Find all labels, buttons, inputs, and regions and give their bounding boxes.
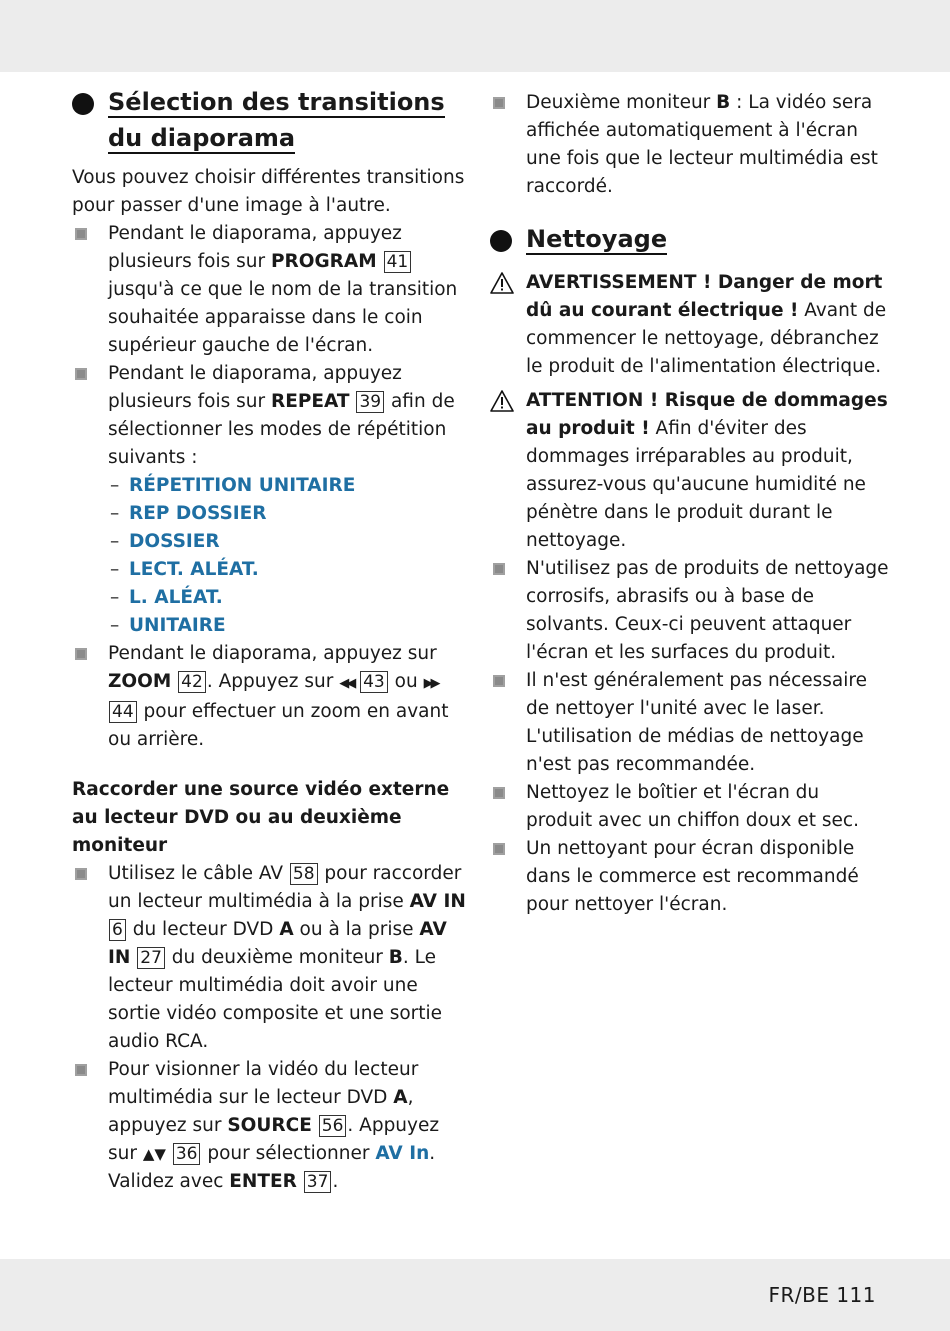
repeat-mode: – LECT. ALÉAT. — [110, 559, 259, 580]
square-bullet-icon — [493, 97, 505, 109]
reference-number: 41 — [384, 251, 412, 273]
reference-number: 56 — [319, 1115, 347, 1137]
list-item: Nettoyez le boîtier et l'écran du produit avec un chiffon doux et sec. — [490, 779, 890, 835]
repeat-mode: – DOSSIER — [110, 531, 220, 552]
repeat-modes-list — [72, 472, 467, 640]
reference-number: 6 — [109, 919, 126, 941]
list-item: Un nettoyant pour écran disponible dans le commerce est recommandé pour nettoyer l'écran. — [490, 835, 890, 919]
key-label: AV IN — [108, 919, 447, 968]
intro-paragraph: Vous pouvez choisir différentes transitions pour passer d'une image à l'autre. — [72, 167, 465, 216]
key-label: ZOOM — [108, 671, 172, 692]
square-bullet-icon — [493, 787, 505, 799]
bullet-dot-icon — [490, 230, 512, 252]
repeat-mode: – RÉPETITION UNITAIRE — [110, 475, 356, 496]
square-bullet-icon — [75, 368, 87, 380]
square-bullet-icon — [493, 675, 505, 687]
square-bullet-icon — [75, 1064, 87, 1076]
repeat-mode: – REP DOSSIER — [110, 503, 267, 524]
top-band — [0, 0, 950, 72]
list-item: Pendant le diaporama, appuyez plusieurs fois sur PROGRAM 41 jusqu'à ce que le nom de la transition souhaitée apparaisse dans le coin supérieur gauche de l'écran. — [72, 220, 467, 360]
warning-block: AVERTISSEMENT ! Danger de mort dû au courant électrique ! Avant de commencer le nettoyage, débranchez le produit de l'alimentation électrique. — [490, 269, 890, 381]
page-number: FR/BE 111 — [768, 1283, 876, 1307]
reference-number: 42 — [178, 671, 206, 693]
repeat-mode: – L. ALÉAT. — [110, 587, 223, 608]
subheading-video-source: Raccorder une source vidéo externe au lecteur DVD ou au deuxième moniteur — [72, 779, 450, 856]
heading-cleaning: Nettoyage — [526, 225, 668, 253]
square-bullet-icon — [493, 843, 505, 855]
list-item: Pendant le diaporama, appuyez sur ZOOM 42 . Appuyez sur ◀◀ 43 ou ▶▶ 44 pour effectuer un zoom en avant ou arrière. — [72, 640, 467, 754]
reference-number: 44 — [109, 701, 137, 723]
left-column — [72, 86, 467, 1196]
caution-title: ATTENTION ! Risque de dommages au produit ! — [526, 390, 888, 439]
warning-triangle-icon — [490, 390, 514, 412]
reference-number: 36 — [173, 1143, 201, 1165]
list-item: Pendant le diaporama, appuyez plusieurs fois sur REPEAT 39 afin de sélectionner les modes de répétition suivants : — [72, 360, 467, 472]
list-item: Pour visionner la vidéo du lecteur multimédia sur le lecteur DVD A, appuyez sur SOURCE 56 . Appuyez sur ▲▼ 36 pour sélectionner AV In. Validez avec ENTER 37 . — [72, 1056, 467, 1196]
reference-number: 37 — [304, 1171, 332, 1193]
key-label: REPEAT — [270, 391, 350, 412]
key-label: AV IN — [409, 891, 466, 912]
key-label: PROGRAM — [270, 251, 377, 272]
heading-transitions: Sélection des transitions du diaporama — [108, 88, 445, 152]
reference-number: 43 — [360, 671, 388, 693]
bullet-dot-icon — [72, 93, 94, 115]
list-item: N'utilisez pas de produits de nettoyage corrosifs, abrasifs ou à base de solvants. Ceux-ci peuvent attaquer l'écran et les surfaces du produit. — [490, 555, 890, 667]
fast-forward-icon: ▶▶ — [423, 676, 438, 691]
up-down-arrows-icon: ▲▼ — [142, 1145, 166, 1163]
rewind-icon: ◀◀ — [339, 676, 354, 691]
key-label: ENTER — [229, 1171, 297, 1192]
list-item: Deuxième moniteur B : La vidéo sera affichée automatiquement à l'écran une fois que le lecteur multimédia est raccordé. — [490, 89, 890, 201]
warning-triangle-icon — [490, 272, 514, 294]
right-column — [490, 89, 890, 919]
list-item: Il n'est généralement pas nécessaire de nettoyer l'unité avec le laser. L'utilisation de médias de nettoyage n'est pas recommandée. — [490, 667, 890, 779]
section-heading-cleaning — [490, 223, 890, 259]
reference-number: 39 — [356, 391, 384, 413]
section-heading-transitions — [72, 86, 467, 158]
key-label: SOURCE — [227, 1115, 312, 1136]
list-item: Utilisez le câble AV 58 pour raccorder un lecteur multimédia à la prise AV IN 6 du lecteur DVD A ou à la prise AV IN 27 du deuxième moniteur B. Le lecteur multimédia doit avoir une sortie vidéo composite et une sortie audio RCA. — [72, 860, 467, 1056]
caution-block: ATTENTION ! Risque de dommages au produit ! Afin d'éviter des dommages irréparables au produit, assurez-vous qu'aucune humidité ne pénètre dans le produit durant le nettoyage. — [490, 387, 890, 555]
warning-title: AVERTISSEMENT ! Danger de mort dû au courant électrique ! — [526, 272, 883, 321]
square-bullet-icon — [75, 648, 87, 660]
reference-number: 27 — [137, 947, 165, 969]
repeat-mode: – UNITAIRE — [110, 615, 226, 636]
square-bullet-icon — [75, 868, 87, 880]
square-bullet-icon — [75, 228, 87, 240]
reference-number: 58 — [290, 863, 318, 885]
square-bullet-icon — [493, 563, 505, 575]
